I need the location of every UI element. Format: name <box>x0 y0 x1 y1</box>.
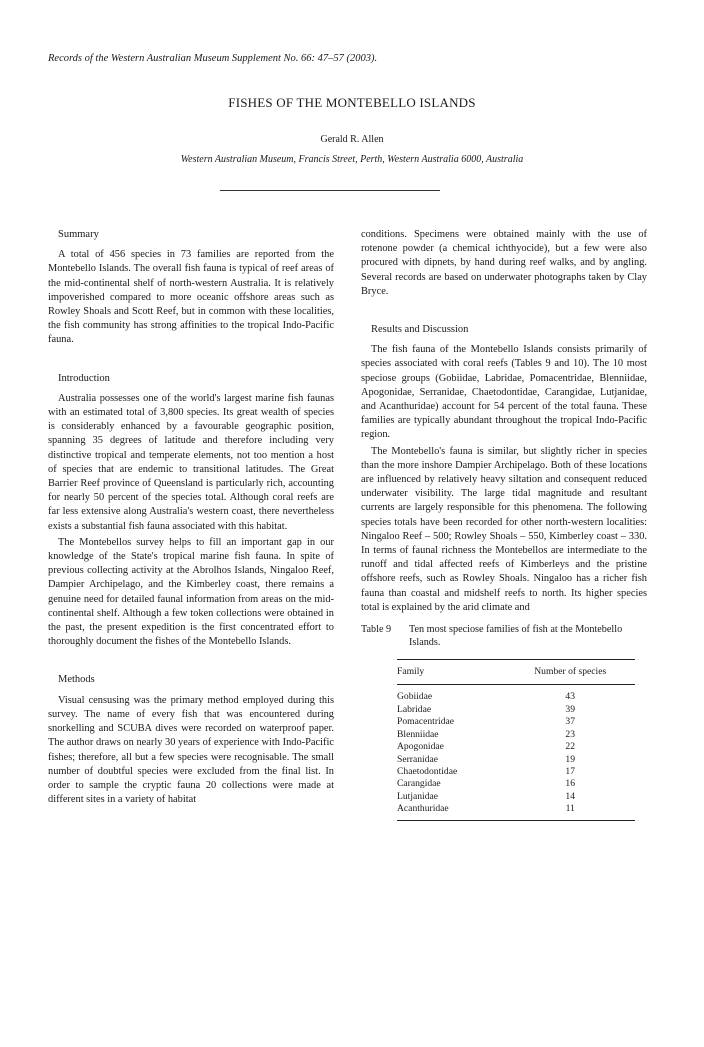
table-row <box>397 791 635 803</box>
count-cell: 16 <box>565 778 576 790</box>
family-cell: Gobiidae <box>397 691 433 703</box>
table-header-row <box>397 660 635 685</box>
paper-title: FISHES OF THE MONTEBELLO ISLANDS <box>228 95 476 110</box>
count-cell: 37 <box>565 716 576 728</box>
introduction-paragraph: Australia possesses one of the world's largest marine fish faunas with an estimated total of 3,800 species. Its great wealth of species is considerably enhanced by a favourable geographic position, spanning 35 degrees of latitude and therefore including very distinctive tropical and temperate elements, not too mention a host of species that are endemic to transitional latitudes. The Great Barrier Reef province of Queensland is particularly rich, accounting for nearly 50 percent of the species total. Although coral reefs are far less extensive along Australia's western coast, there nevertheless exists a substantial fish fauna associated with this habitat. <box>48 392 334 532</box>
results-heading: Results and Discussion <box>371 324 469 336</box>
count-cell: 14 <box>565 790 576 802</box>
count-cell: 22 <box>565 741 576 753</box>
species-table <box>397 659 635 820</box>
left-column <box>48 228 334 807</box>
family-cell: Lutjanidae <box>397 790 439 802</box>
summary-heading: Summary <box>58 229 99 240</box>
results-paragraph: The Montebello's fauna is similar, but slightly richer in species than the more inshore Dampier Archipelago. Both of these locations are influenced by relatively heavy siltation and consequent reduced underwater visibility. The large tidal magnitude and resultant currents are largely responsible for this phenomena. The following species totals have been recorded for other north-western localities: Ningaloo Reef – 500; Rowley Shoals – 550, Kimberley coast – 330. In terms of faunal richness the Montebellos are intermediate to the runoff and tidal affected reefs of Kimberleys and the pristine offshore reefs, such as Rowley Shoals. Ningaloo has a richer fish fauna than coastal and midshelf reefs to north. Its higher species total is explained by the arid climate and <box>361 445 647 613</box>
family-cell: Carangidae <box>397 778 441 790</box>
table-caption <box>361 623 647 649</box>
table-row <box>397 729 635 741</box>
author-name: Gerald R. Allen <box>320 134 384 145</box>
family-cell: Chaetodontidae <box>397 765 458 777</box>
author-affiliation: Western Australian Museum, Francis Street, Perth, Western Australia 6000, Australia <box>180 154 524 165</box>
table-row <box>397 754 635 766</box>
table-caption-text: Ten most speciose families of fish at the Montebello Islands. <box>409 624 623 649</box>
table-row <box>397 685 635 704</box>
family-cell: Acanthuridae <box>397 803 505 820</box>
methods-paragraph: Visual censusing was the primary method employed during this survey. The name of every fish that was encountered during snorkelling and SCUBA dives were recorded on waterproof paper. The author draws on nearly 30 years of experience with Indo-Pacific fishes; therefore, all but a few species were recognisable. The small number of doubtful species were excluded from the final list. In order to sample the cryptic fauna 20 collections were made at different sites in a variety of habitat <box>48 694 334 806</box>
table-row <box>397 778 635 790</box>
count-cell: 17 <box>565 765 576 777</box>
right-column <box>361 228 647 821</box>
count-cell: 19 <box>565 753 576 765</box>
table-row <box>397 704 635 716</box>
family-cell: Pomacentridae <box>397 716 455 728</box>
count-cell: 43 <box>565 691 576 703</box>
table-row <box>397 766 635 778</box>
running-head: Records of the Western Australian Museum Supplement No. 66: 47–57 (2003). <box>48 53 378 64</box>
introduction-paragraph: The Montebellos survey helps to fill an important gap in our knowledge of the State's tropical marine fish fauna. In spite of previous collecting activity at the Abrolhos Islands, Ningaloo Reef, Dampier Archipelago, and the Kimberley coast, there remains a genuine need for detailed faunal information from areas on the mid-continental shelf. Although a few token collections were obtained in the past, the present expedition is the first concentrated effort to thoroughly document the fishes of the Montebello Islands. <box>48 536 334 648</box>
family-cell: Serranidae <box>397 753 439 765</box>
family-column-header: Family <box>397 660 505 685</box>
title-divider <box>220 190 440 191</box>
table-row <box>397 716 635 728</box>
family-cell: Apogonidae <box>397 741 444 753</box>
introduction-heading: Introduction <box>58 372 110 384</box>
table-label: Table 9 <box>361 624 392 636</box>
family-cell: Labridae <box>397 703 432 715</box>
table-row <box>397 741 635 753</box>
family-cell: Blenniidae <box>397 728 439 740</box>
results-paragraph: The fish fauna of the Montebello Islands consists primarily of species associated with coral reefs (Tables 9 and 10). The 10 most speciose groups (Gobiidae, Labridae, Pomacentridae, Blenniidae, Apogonidae, Serranidae, Chaetodontidae, Carangidae, Lutjanidae, and Acanthuridae) account for 54 percent of the total fauna. These families are typically abundant throughout the tropical Indo-Pacific region. <box>361 344 647 441</box>
count-cell: 23 <box>565 728 576 740</box>
table-row <box>397 803 635 820</box>
methods-continuation: conditions. Specimens were obtained mainly with the use of rotenone powder (a chemical ichthyocide), but a few were also procured with dipnets, by hand during reef walks, and by angling. Several records are based on underwater photographs taken by Clay Bryce. <box>361 229 647 297</box>
summary-text: A total of 456 species in 73 families are reported from the Montebello Islands. The overall fish fauna is typical of reef areas of the mid-continental shelf of north-western Australia. It is relatively impoverished compared to more oceanic offshore areas such as Rowley Shoals and Scott Reef, but in common with these localities, the fish community has strong affinities to the tropical Indo-Pacific fauna. <box>48 249 334 346</box>
count-cell: 39 <box>565 703 576 715</box>
methods-heading: Methods <box>58 674 95 686</box>
count-column-header: Number of species <box>505 660 635 685</box>
count-cell: 11 <box>505 803 635 820</box>
